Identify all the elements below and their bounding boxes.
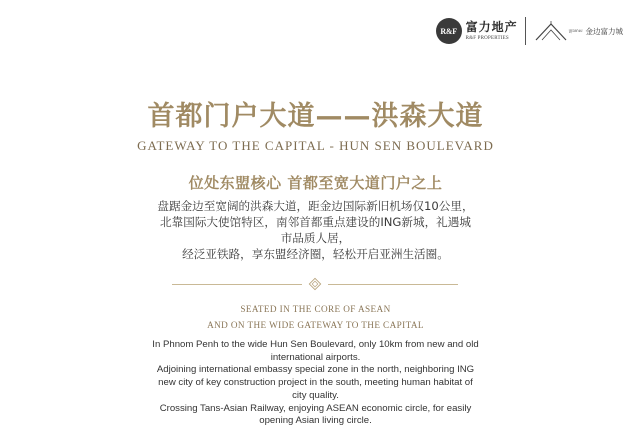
body-cn-line: 经泛亚铁路，享东盟经济圈，轻松开启亚洲生活圈。: [182, 247, 449, 261]
subtitle-cn: 位处东盟核心 首都至宽大道门户之上: [188, 174, 443, 192]
section-heading-en: [0, 301, 631, 333]
logo-divider: [525, 17, 526, 45]
body-en-line: In Phnom Penh to the wide Hun Sen Boulevard, only 10km from new and old: [152, 339, 479, 350]
body-en-line: Adjoining international embassy special zone in the north, neighboring ING: [156, 364, 475, 376]
ornament-line-left: [172, 284, 302, 285]
header-logos: [436, 14, 623, 48]
page-title-en: GATEWAY TO THE CAPITAL - HUN SEN BOULEVARD: [137, 138, 494, 153]
partner-logo: [534, 20, 623, 42]
roof-icon: [534, 20, 568, 42]
body-cn-line: 盘踞金边至宽阔的洪森大道，距金边国际新旧机场仅10公里，: [157, 199, 474, 213]
body-en-line: opening Asian living circle.: [259, 415, 372, 427]
ornament-icon: [308, 277, 322, 291]
page-title-cn: 首都门户大道——洪森大道: [147, 101, 484, 132]
body-en-line: city quality.: [292, 389, 339, 401]
body-text-en: [120, 339, 511, 428]
heading-en-line: SEATED IN THE CORE OF ASEAN: [240, 304, 391, 314]
ornament-divider: [165, 277, 465, 291]
body-en-line: new city of key construction project in the south, meeting human habitat of: [158, 377, 473, 389]
body-cn-line: 市品质人居，: [280, 231, 351, 245]
rf-logo-cn: 富力地产: [465, 20, 518, 34]
rf-logo-mark: R&F: [436, 18, 462, 44]
body-en-line: international airports.: [270, 351, 361, 363]
partner-logo-cn: 金边富力城: [585, 26, 623, 36]
ornament-line-right: [328, 284, 458, 285]
partner-logo-small: ក្រុងមាស: [568, 28, 583, 33]
body-text-cn: [115, 198, 516, 262]
body-en-line: Crossing Tans-Asian Railway, enjoying ASEAN economic circle, for easily: [159, 402, 472, 414]
rf-logo-text: [466, 21, 518, 41]
body-cn-line: 北靠国际大使馆特区，南邻首都重点建设的ING新城，礼遇城: [160, 215, 471, 229]
heading-en-line: AND ON THE WIDE GATEWAY TO THE CAPITAL: [207, 320, 424, 330]
rf-logo-en: R&F PROPERTIES: [465, 36, 509, 41]
